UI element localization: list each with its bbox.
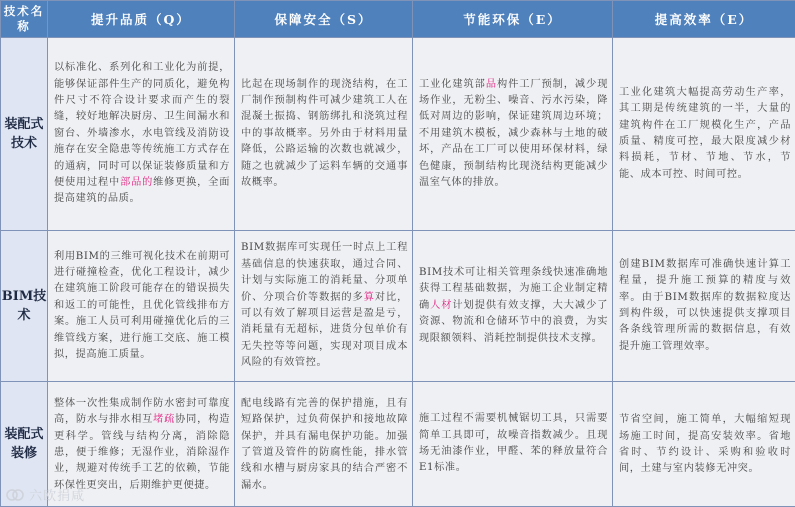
- row-header-bim: BIM技术: [1, 231, 48, 382]
- table-cell: 工业化建筑部品构件工厂预制，减少现场作业，无粉尘、噪音、污水污染，降低对周边的影响，保证建筑周边环境；不用建筑木模板，减少森林与土地的破坏，产品在工厂可以使用环保材料，绿色健康，预制结构比现浇结构更能减少温室气体的排放。: [413, 38, 613, 231]
- watermark: 六欧捐咸: [6, 485, 85, 504]
- row-header-prefab-decoration: 装配式装修: [1, 382, 48, 507]
- table-cell: 比起在现场制作的现浇结构，在工厂制作预制构件可减少建筑工人在混凝土振捣、钢筋绑扎和浇筑过程中的事故概率。另外由于材料用量降低，公路运输的次数也就减少，随之也就减少了运料车辆的交通事故概率。: [235, 38, 413, 231]
- table-cell: 施工过程不需要机械锯切工具，只需要简单工具即可，故噪音指数减少。且现场无油漆作业，甲醛、苯的释放量符合E1标准。: [413, 382, 613, 507]
- table-cell: 整体一次性集成制作防水密封可靠度高，防水与排水相互堵疏协同，构造更科学。管线与结构分离，消除隐患，便于维修；无湿作业，消除湿作业，规避对传统手工艺的依赖，节能环保性更突出，后期维护更便捷。: [48, 382, 235, 507]
- table-row: [1, 38, 795, 231]
- table-cell: 节省空间，施工简单，大幅缩短现场施工时间，提高安装效率。省地省时、节约设计、采购和验收时间，土建与室内装修无冲突。: [613, 382, 795, 507]
- row-header-prefab: 装配式技术: [1, 38, 48, 231]
- highlight-text: 堵疏: [153, 414, 175, 425]
- table-cell: 创建BIM数据库可准确快速计算工程量，提升施工预算的精度与效率。由于BIM数据库的数据粒度达到构件级，可以快速提供支撑项目各条线管理所需的数据信息，有效提升施工管理效率。: [613, 231, 795, 382]
- table-cell: 配电线路有完善的保护措施，且有短路保护，过负荷保护和接地故障保护，并具有漏电保护功能。加强了管道及管件的防腐性能，排水管线和水槽与厨房家具的结合严密不漏水。: [235, 382, 413, 507]
- table-row: [1, 231, 795, 382]
- highlight-text: 品: [486, 79, 497, 90]
- table-cell: 利用BIM的三维可视化技术在前期可进行碰撞检查，优化工程设计，减少在建筑施工阶段可能存在的错误损失和返工的可能性，且优化管线排布方案。施工人员可利用碰撞优化后的三维管线方案，进行施工交底、施工模拟，提高施工质量。: [48, 231, 235, 382]
- header-efficiency: 提高效率（E）: [613, 1, 795, 38]
- table-cell: BIM技术可让相关管理条线快速准确地获得工程基础数据，为施工企业制定精确人材计划提供有效支撑，大大减少了资源、物流和仓储环节中的浪费，为实现限额领料、消耗控制提供技术支撑。: [413, 231, 613, 382]
- header-quality: 提升品质（Q）: [48, 1, 235, 38]
- corner-header: 技术名称: [1, 1, 48, 38]
- header-safety: 保障安全（S）: [235, 1, 413, 38]
- header-row: [1, 1, 795, 38]
- table-cell: BIM数据库可实现任一时点上工程基础信息的快速获取，通过合同、计划与实际施工的消耗量、分项单价、分项合价等数据的多算对比，可以有效了解项目运营是盈是亏，消耗量有无超标，进货分包单价有无失控等等问题，实现对项目成本风险的有效管控。: [235, 231, 413, 382]
- table-row: [1, 382, 795, 507]
- highlight-text: 算: [364, 292, 375, 303]
- table-cell: 以标准化、系列化和工业化为前提，能够保证部件生产的同质化，避免构件尺寸不符合设计要求而产生的裂缝，较好地解决厨房、卫生间漏水和窗台、外墙渗水，水电管线及消防设施存在安全隐患等传统施工方式存在的通病，同时可以保证装修质量和方便使用过程中部品的维修更换，全面提高建筑的品质。: [48, 38, 235, 231]
- header-environment: 节能环保（E）: [413, 1, 613, 38]
- highlight-text: 部品的: [120, 177, 153, 188]
- table-cell: 工业化建筑大幅提高劳动生产率，其工期是传统建筑的一半，大量的建筑构件在工厂规模化生产，产品质量、精度可控，最大限度减少材料损耗，节材、节地、节水，节能、成本可控、时间可控。: [613, 38, 795, 231]
- highlight-text: 人材: [430, 300, 452, 311]
